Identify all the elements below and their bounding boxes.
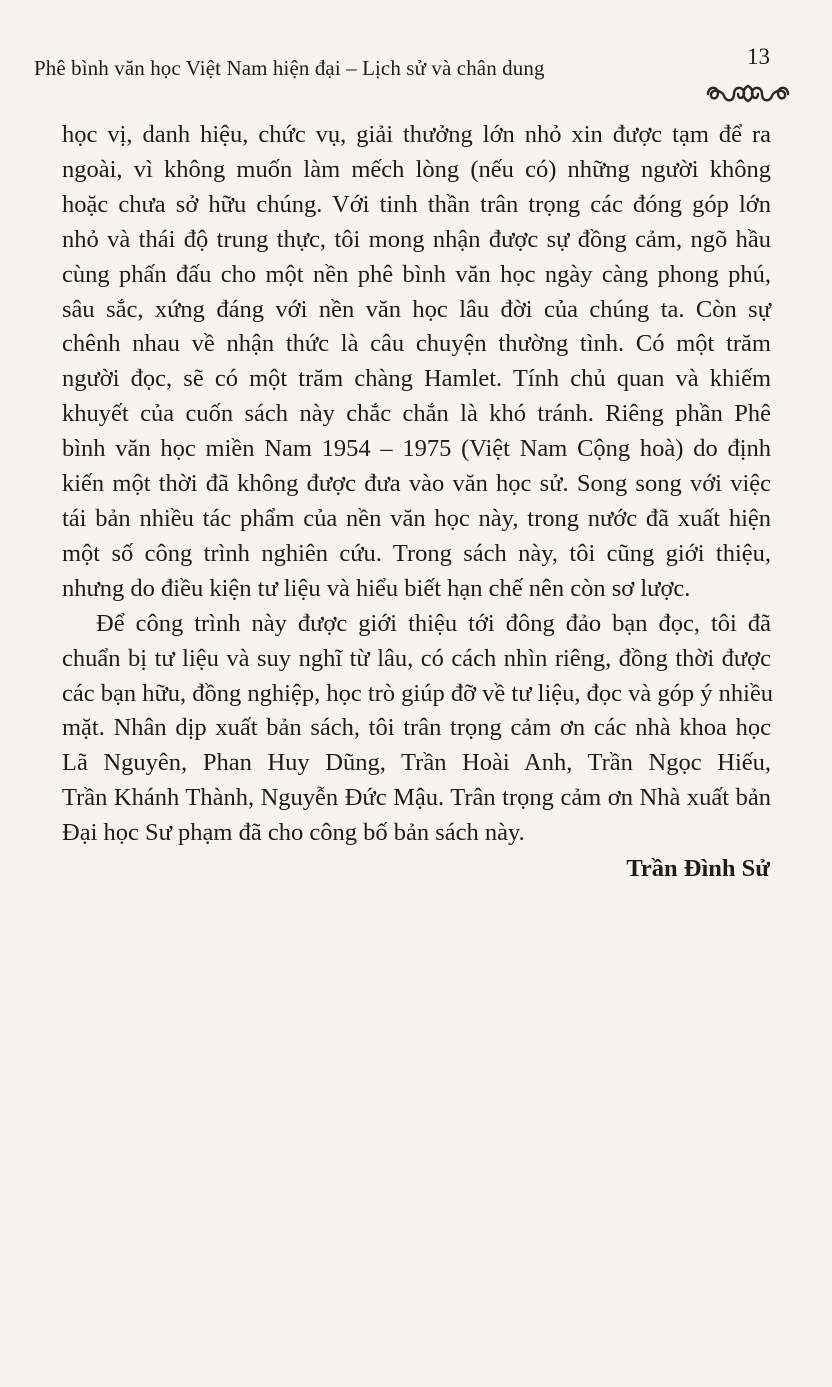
text-line: Lã Nguyên, Phan Huy Dũng, Trần Hoài Anh, Trần Ngọc Hiếu, xyxy=(62,749,771,777)
text-line: tái bản nhiều tác phẩm của nền văn học này, trong nước đã xuất hiện xyxy=(62,504,771,532)
paragraph-1 xyxy=(62,118,771,607)
text-line: ngoài, vì không muốn làm mếch lòng (nếu có) những người không xyxy=(62,155,771,183)
text-line: bình văn học miền Nam 1954 – 1975 (Việt Nam Cộng hoà) do định xyxy=(62,435,771,463)
text-line: chênh nhau về nhận thức là câu chuyện thường tình. Có một trăm xyxy=(62,330,771,358)
text-line: các bạn hữu, đồng nghiệp, học trò giúp đỡ về tư liệu, đọc và góp ý nhiều xyxy=(62,679,774,707)
text-line: sâu sắc, xứng đáng với nền văn học lâu đời của chúng ta. Còn sự xyxy=(62,295,771,323)
text-line: cùng phấn đấu cho một nền phê bình văn học ngày càng phong phú, xyxy=(62,260,771,288)
text-line: khuyết của cuốn sách này chắc chắn là khó tránh. Riêng phần Phê xyxy=(62,400,771,428)
text-line: kiến một thời đã không được đưa vào văn học sử. Song song với việc xyxy=(62,470,771,498)
text-line: nhỏ và thái độ trung thực, tôi mong nhận được sự đồng cảm, ngõ hầu xyxy=(62,225,771,253)
body-text xyxy=(62,118,774,851)
text-line: nhưng do điều kiện tư liệu và hiểu biết hạn chế nên còn sơ lược. xyxy=(62,574,691,602)
text-line: hoặc chưa sở hữu chúng. Với tinh thần trân trọng các đóng góp lớn xyxy=(62,190,771,218)
text-line: Để công trình này được giới thiệu tới đông đảo bạn đọc, tôi đã xyxy=(96,609,771,637)
text-line: một số công trình nghiên cứu. Trong sách này, tôi cũng giới thiệu, xyxy=(62,539,771,567)
text-line: Đại học Sư phạm đã cho công bố bản sách này. xyxy=(62,819,525,847)
text-line: học vị, danh hiệu, chức vụ, giải thưởng lớn nhỏ xin được tạm để ra xyxy=(62,121,771,148)
author-signature: Trần Đình Sử xyxy=(626,855,770,882)
text-line: chuẩn bị tư liệu và suy nghĩ từ lâu, có cách nhìn riêng, đồng thời được xyxy=(62,644,771,672)
page-number: 13 xyxy=(747,44,770,69)
text-line: Trần Khánh Thành, Nguyễn Đức Mậu. Trân trọng cảm ơn Nhà xuất bản xyxy=(62,784,771,812)
text-line: mặt. Nhân dịp xuất bản sách, tôi trân trọng cảm ơn các nhà khoa học xyxy=(62,714,771,742)
text-line: người đọc, sẽ có một trăm chàng Hamlet. Tính chủ quan và khiếm xyxy=(62,365,771,393)
running-header-title: Phê bình văn học Việt Nam hiện đại – Lịch sử và chân dung xyxy=(34,56,545,80)
decorative-flourish-icon xyxy=(704,80,792,106)
paragraph-2 xyxy=(62,607,774,851)
